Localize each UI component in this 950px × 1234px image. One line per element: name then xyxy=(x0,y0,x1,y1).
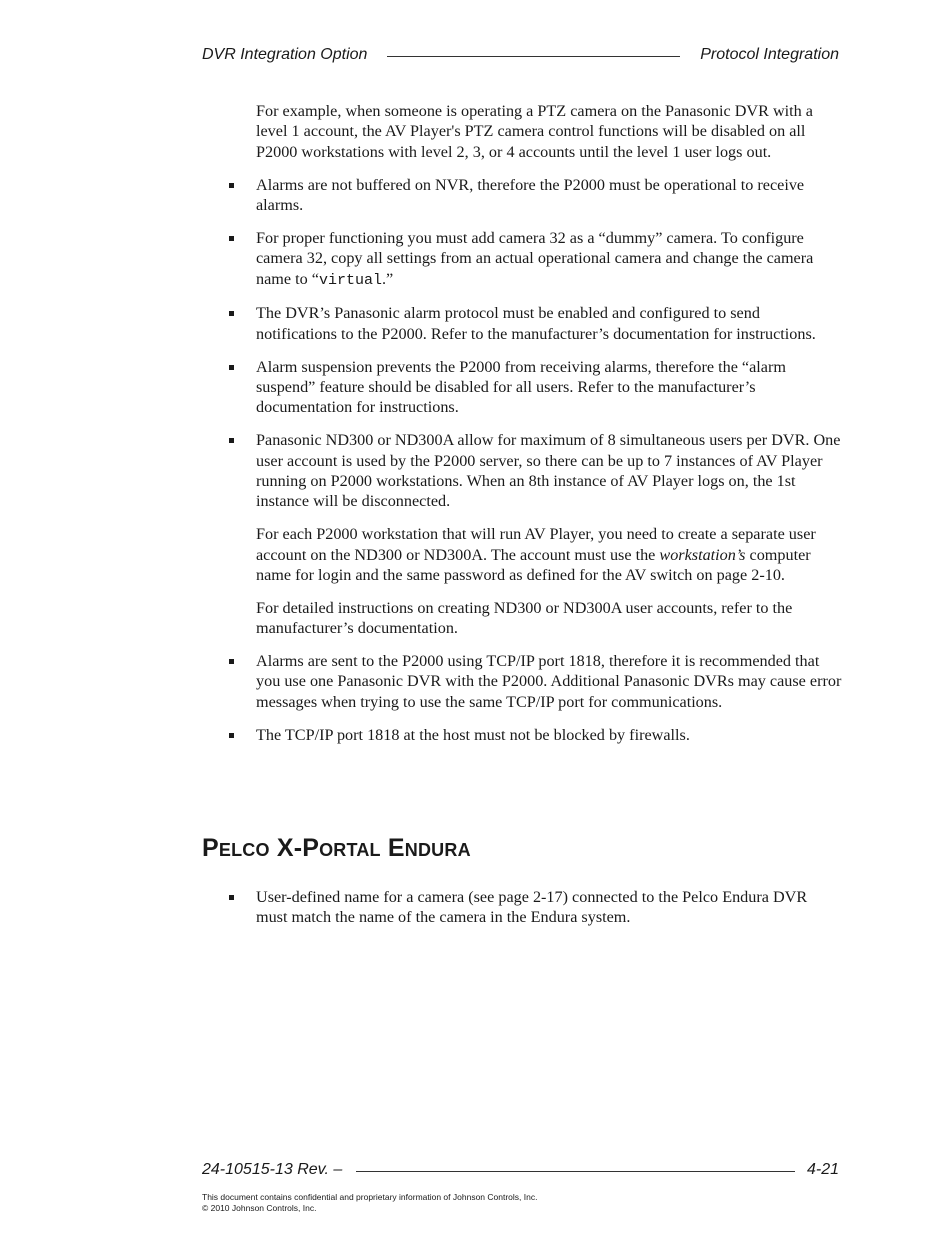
bullet-square-icon xyxy=(229,438,234,443)
list-item-text: Alarm suspension prevents the P2000 from receiving alarms, therefore the “alarm suspend” feature should be disabled for all users. Refer to the manufacturer’s documentation for instructions. xyxy=(256,357,786,417)
code-text: virtual xyxy=(318,271,382,289)
list-item-text: Alarms are not buffered on NVR, therefore the P2000 must be operational to receive alarms. xyxy=(256,175,805,215)
copyright-notice: © 2010 Johnson Controls, Inc. xyxy=(202,1202,317,1213)
bullet-square-icon xyxy=(229,311,234,316)
list-item xyxy=(256,887,842,928)
section-content xyxy=(202,887,842,940)
document-number: 24-10515-13 Rev. – xyxy=(202,1161,343,1178)
text-segment: .” xyxy=(381,269,394,288)
bullet-square-icon xyxy=(229,895,234,900)
bullet-square-icon xyxy=(229,659,234,664)
bullet-square-icon xyxy=(229,236,234,241)
list-item xyxy=(256,303,842,344)
page-number: 4-21 xyxy=(806,1161,839,1178)
list-item-text xyxy=(256,229,813,288)
list-item xyxy=(256,175,842,216)
legal-notice xyxy=(202,1192,537,1213)
list-item xyxy=(256,430,842,512)
section-heading: Pelco X-Portal Endura xyxy=(202,834,471,862)
header-chapter-title: DVR Integration Option xyxy=(202,46,368,63)
italic-text: workstation’s xyxy=(659,545,746,564)
footer-rule xyxy=(356,1171,795,1172)
list-item xyxy=(256,651,842,712)
text-segment: For each P2000 workstation that will run AV Player, you need to create a separate user account on the ND300 or ND300A. The account must use the xyxy=(256,525,816,564)
intro-paragraph: For example, when someone is operating a PTZ camera on the Panasonic DVR with a level 1 account, the AV Player's PTZ camera control functions will be disabled on all P2000 workstations with level 2, 3, or 4 accounts until the level 1 user logs out. xyxy=(256,102,813,161)
list-item-text: Panasonic ND300 or ND300A allow for maximum of 8 simultaneous users per DVR. One user account is used by the P2000 server, so there can be up to 7 instances of AV Player running on P2000 workstations. When an 8th instance of AV Player logs on, the 1st instance will be disconnected. xyxy=(256,431,841,511)
list-item xyxy=(256,228,842,291)
bullet-square-icon xyxy=(229,183,234,188)
page-footer xyxy=(202,1159,839,1181)
bullet-square-icon xyxy=(229,733,234,738)
list-item-text: User-defined name for a camera (see page 2-17) connected to the Pelco Endura DVR must match the name of the camera in the Endura system. xyxy=(256,888,808,927)
text-segment: computer name for login and the same password as defined for the AV switch on page 2-10. xyxy=(256,545,811,585)
page-header xyxy=(202,44,839,66)
main-content xyxy=(202,101,842,757)
list-item-text: Alarms are sent to the P2000 using TCP/IP port 1818, therefore it is recommended that you use one Panasonic DVR with the P2000. Additional Panasonic DVRs may cause error messages when trying to use the same TCP/IP port for communications. xyxy=(256,652,842,711)
header-rule xyxy=(387,56,680,57)
list-item xyxy=(256,357,842,418)
bullet-square-icon xyxy=(229,365,234,370)
text-segment: For proper functioning you must add camera 32 as a “dummy” camera. To configure camera 32, copy all settings from an actual operational camera and change the camera name to “ xyxy=(256,228,814,288)
sub-paragraph: For detailed instructions on creating ND300 or ND300A user accounts, refer to the manufacturer’s documentation. xyxy=(256,598,793,638)
sub-paragraph xyxy=(256,524,842,585)
header-section-title: Protocol Integration xyxy=(700,46,839,63)
list-item-text: The TCP/IP port 1818 at the host must not be blocked by firewalls. xyxy=(256,725,690,744)
list-item-text: The DVR’s Panasonic alarm protocol must be enabled and configured to send notifications to the P2000. Refer to the manufacturer’s documentation for instructions. xyxy=(256,304,816,343)
list-item xyxy=(256,725,842,745)
confidentiality-notice: This document contains confidential and proprietary information of Johnson Controls, Inc. xyxy=(202,1192,538,1202)
